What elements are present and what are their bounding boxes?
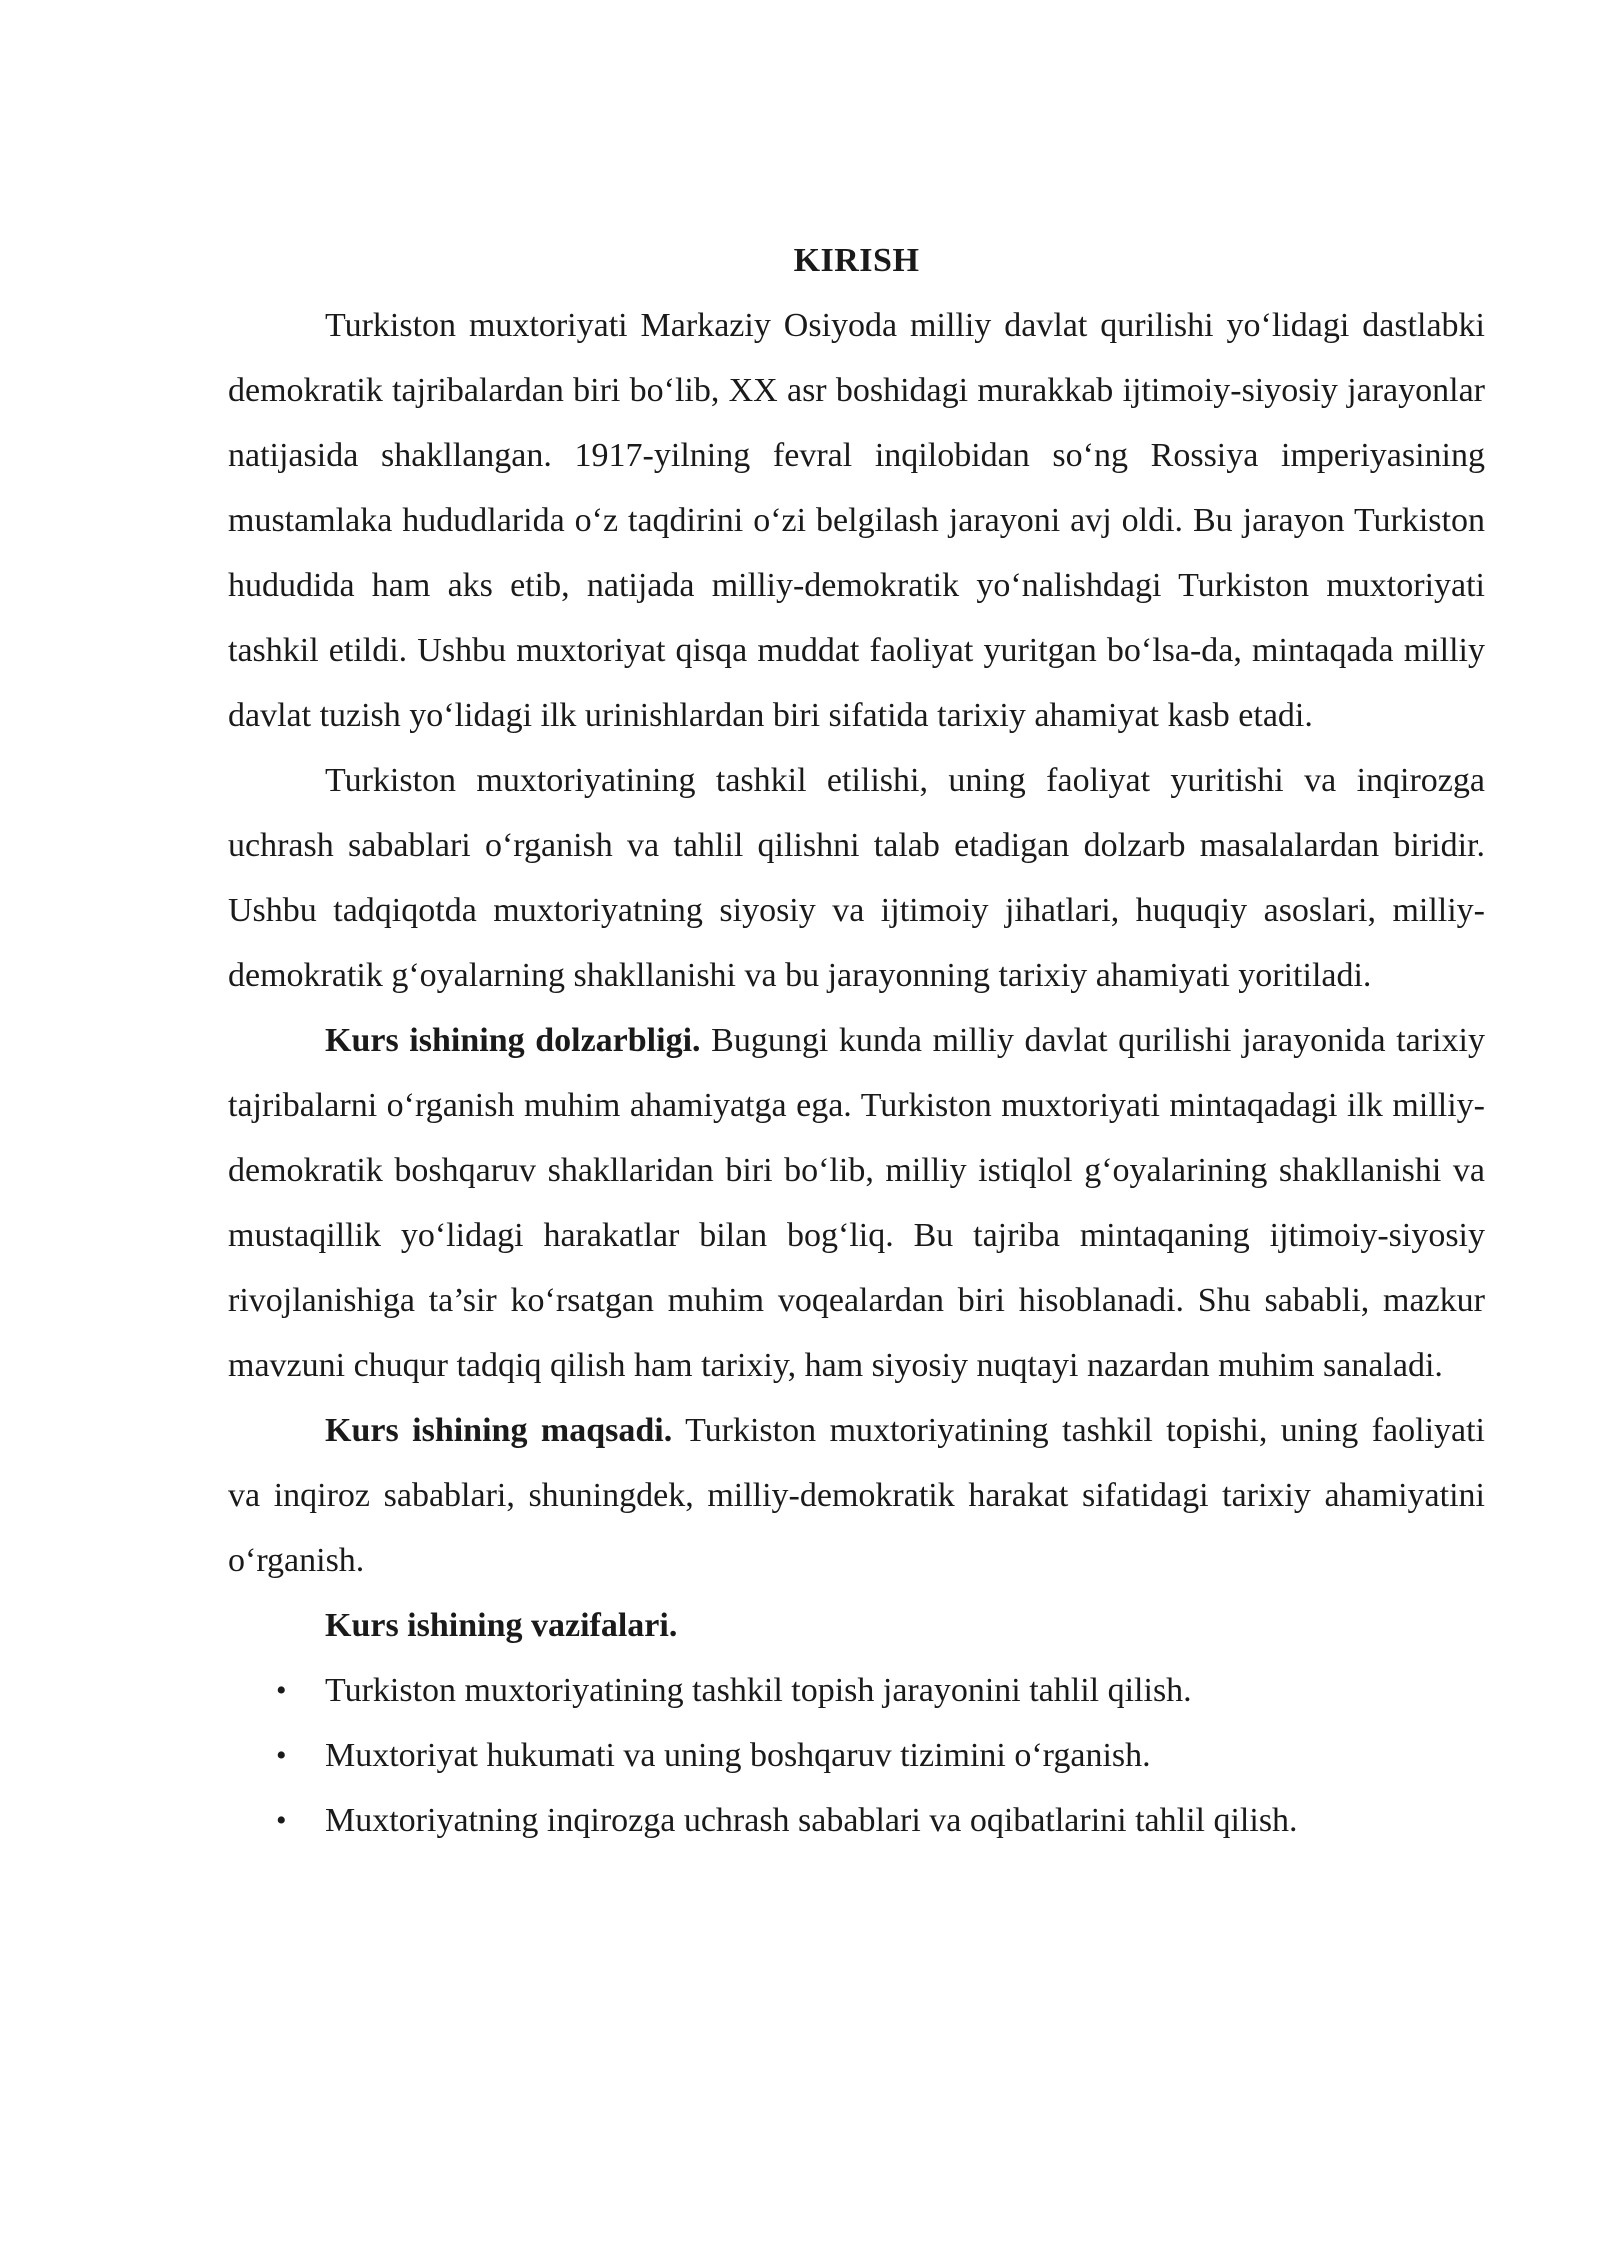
list-item [228, 1788, 1485, 1853]
list-item-text: Muxtoriyat hukumati va uning boshqaruv tizimini o‘rganish. [325, 1737, 1151, 1774]
bullet-icon: • [276, 1804, 287, 1837]
intro-paragraph-2 [228, 748, 1485, 1008]
document-page [228, 228, 1485, 1853]
paragraph-text: Turkiston muxtoriyatining tashkil etilishi, uning faoliyat yuritishi va inqirozga uchrash sabablari o‘rganish va tahlil qilishni talab etadigan dolzarb masalalardan biridir. Ushbu tadqiqotda muxtoriyatning siyosiy va ijtimoiy jihatlari, huquqiy asoslari, milliy-demokratik g‘oyalarning shakllanishi va bu jarayonning tarixiy ahamiyati yoritiladi. [228, 762, 1485, 994]
relevance-paragraph [228, 1008, 1485, 1398]
paragraph-text: Turkiston muxtoriyatining tashkil topishi, uning faoliyati va inqiroz sabablari, shuningdek, milliy-demokratik harakat sifatidagi tarixiy ahamiyatini o‘rganish. [228, 1412, 1485, 1579]
paragraph-text: Turkiston muxtoriyati Markaziy Osiyoda milliy davlat qurilishi yo‘lidagi dastlabki demokratik tajribalardan biri bo‘lib, XX asr boshidagi murakkab ijtimoiy-siyosiy jarayonlar natijasida shakllangan. 1917-yilning fevral inqilobidan so‘ng Rossiya imperiyasining mustamlaka hududlarida o‘z taqdirini o‘zi belgilash jarayoni avj oldi. Bu jarayon Turkiston hududida ham aks etib, natijada milliy-demokratik yo‘nalishdagi Turkiston muxtoriyati tashkil etildi. Ushbu muxtoriyat qisqa muddat faoliyat yuritgan bo‘lsa-da, mintaqada milliy davlat tuzish yo‘lidagi ilk urinishlardan biri sifatida tarixiy ahamiyat kasb etadi. [228, 307, 1485, 734]
paragraph-lead: Kurs ishining maqsadi. [325, 1412, 673, 1449]
list-item [228, 1658, 1485, 1723]
document-title: KIRISH [793, 242, 920, 279]
list-item-text: Turkiston muxtoriyatining tashkil topish jarayonini tahlil qilish. [325, 1672, 1192, 1709]
tasks-heading: Kurs ishining vazifalari. [325, 1607, 678, 1644]
tasks-list [228, 1658, 1485, 1853]
bullet-icon: • [276, 1739, 287, 1772]
goal-paragraph [228, 1398, 1485, 1593]
intro-paragraph-1 [228, 293, 1485, 748]
paragraph-lead: Kurs ishining dolzarbligi. [325, 1022, 701, 1059]
list-item [228, 1723, 1485, 1788]
list-item-text: Muxtoriyatning inqirozga uchrash sabablari va oqibatlarini tahlil qilish. [325, 1802, 1298, 1839]
paragraph-text: Bugungi kunda milliy davlat qurilishi jarayonida tarixiy tajribalarni o‘rganish muhim ahamiyatga ega. Turkiston muxtoriyati mintaqadagi ilk milliy-demokratik boshqaruv shakllaridan biri bo‘lib, milliy istiqlol g‘oyalarining shakllanishi va mustaqillik yo‘lidagi harakatlar bilan bog‘liq. Bu tajriba mintaqaning ijtimoiy-siyosiy rivojlanishiga ta’sir ko‘rsatgan muhim voqealardan biri hisoblanadi. Shu sababli, mazkur mavzuni chuqur tadqiq qilish ham tarixiy, ham siyosiy nuqtayi nazardan muhim sanaladi. [228, 1022, 1485, 1384]
bullet-icon: • [276, 1674, 287, 1707]
